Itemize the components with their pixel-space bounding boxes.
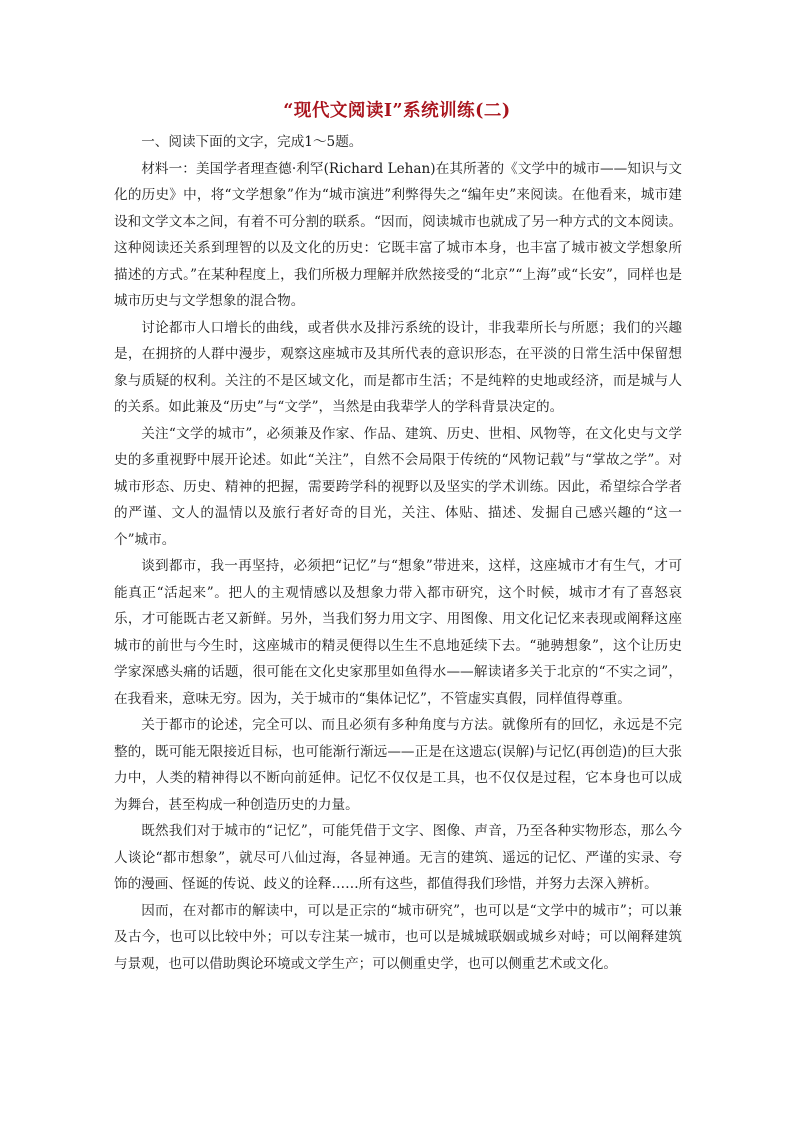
paragraph-6: 既然我们对于城市的“记忆”，可能凭借于文字、图像、声音，乃至各种实物形态，那么今人谈论“都市想象”，就尽可八仙过海，各显神通。无言的建筑、遥远的记忆、严谨的实录、夸饰的漫画、怪诞的传说、歧义的诠释……所有这些，都值得我们珍惜，并努力去深入辨析。 (114, 823, 682, 892)
page-title: “现代文阅读Ⅰ”系统训练(二) (283, 101, 511, 121)
instruction-paragraph: 一、阅读下面的文字，完成1～5题。 (141, 134, 363, 150)
paragraph-7: 因而，在对都市的解读中，可以是正宗的“城市研究”，也可以是“文学中的城市”；可以兼及古今，也可以比较中外；可以专注某一城市，也可以是城城联姻或城乡对峙；可以阐释建筑与景观，也可以借助舆论环境或文学生产；可以侧重史学，也可以侧重艺术或文化。 (114, 902, 682, 972)
paragraph-2: 讨论都市人口增长的曲线，或者供水及排污系统的设计，非我辈所长与所愿；我们的兴趣是，在拥挤的人群中漫步，观察这座城市及其所代表的意识形态，在平淡的日常生活中保留想象与质疑的权利。关注的不是区域文化，而是都市生活；不是纯粹的史地或经济，而是城与人的关系。如此兼及“历史”与“文学”，当然是由我辈学人的学科背景决定的。 (114, 319, 682, 415)
paragraph-1: 材料一：美国学者理查德·利罕(Richard Lehan)在其所著的《文学中的城市——知识与文化的历史》中，将“文学想象”作为“城市演进”利弊得失之“编年史”来阅读。在他看来，城市建设和文学文本之间，有着不可分割的联系。“因而，阅读城市也就成了另一种方式的文本阅读。这种阅读还关系到理智的以及文化的历史：它既丰富了城市本身，也丰富了城市被文学想象所描述的方式。”在某种程度上，我们所极力理解并欣然接受的“北京”“上海”或“长安”，同样也是城市历史与文学想象的混合物。 (114, 160, 682, 309)
paragraph-5: 关于都市的论述，完全可以、而且必须有多种角度与方法。就像所有的回忆，永远是不完整的，既可能无限接近目标，也可能渐行渐远——正是在这遗忘(误解)与记忆(再创造)的巨大张力中，人类的精神得以不断向前延伸。记忆不仅仅是工具，也不仅仅是过程，它本身也可以成为舞台，甚至构成一种创造历史的力量。 (114, 717, 682, 813)
document-body (114, 129, 682, 977)
paragraph-4: 谈到都市，我一再坚持，必须把“记忆”与“想象”带进来，这样，这座城市才有生气，才可能真正“活起来”。把人的主观情感以及想象力带入都市研究，这个时候，城市才有了喜怒哀乐，才可能既古老又新鲜。另外，当我们努力用文字、用图像、用文化记忆来表现或阐释这座城市的前世与今生时，这座城市的精灵便得以生生不息地延续下去。“驰骋想象”，这个让历史学家深感头痛的话题，很可能在文化史家那里如鱼得水——解读诸多关于北京的“不实之词”，在我看来，意味无穷。因为，关于城市的“集体记忆”，不管虚实真假，同样值得尊重。 (114, 558, 682, 707)
paragraph-3: 关注“文学的城市”，必须兼及作家、作品、建筑、历史、世相、风物等，在文化史与文学史的多重视野中展开论述。如此“关注”，自然不会局限于传统的“风物记载”与“掌故之学”。对城市形态、历史、精神的把握，需要跨学科的视野以及坚实的学术训练。因此，希望综合学者的严谨、文人的温情以及旅行者好奇的目光，关注、体贴、描述、发掘自己感兴趣的“这一个”城市。 (114, 425, 682, 548)
